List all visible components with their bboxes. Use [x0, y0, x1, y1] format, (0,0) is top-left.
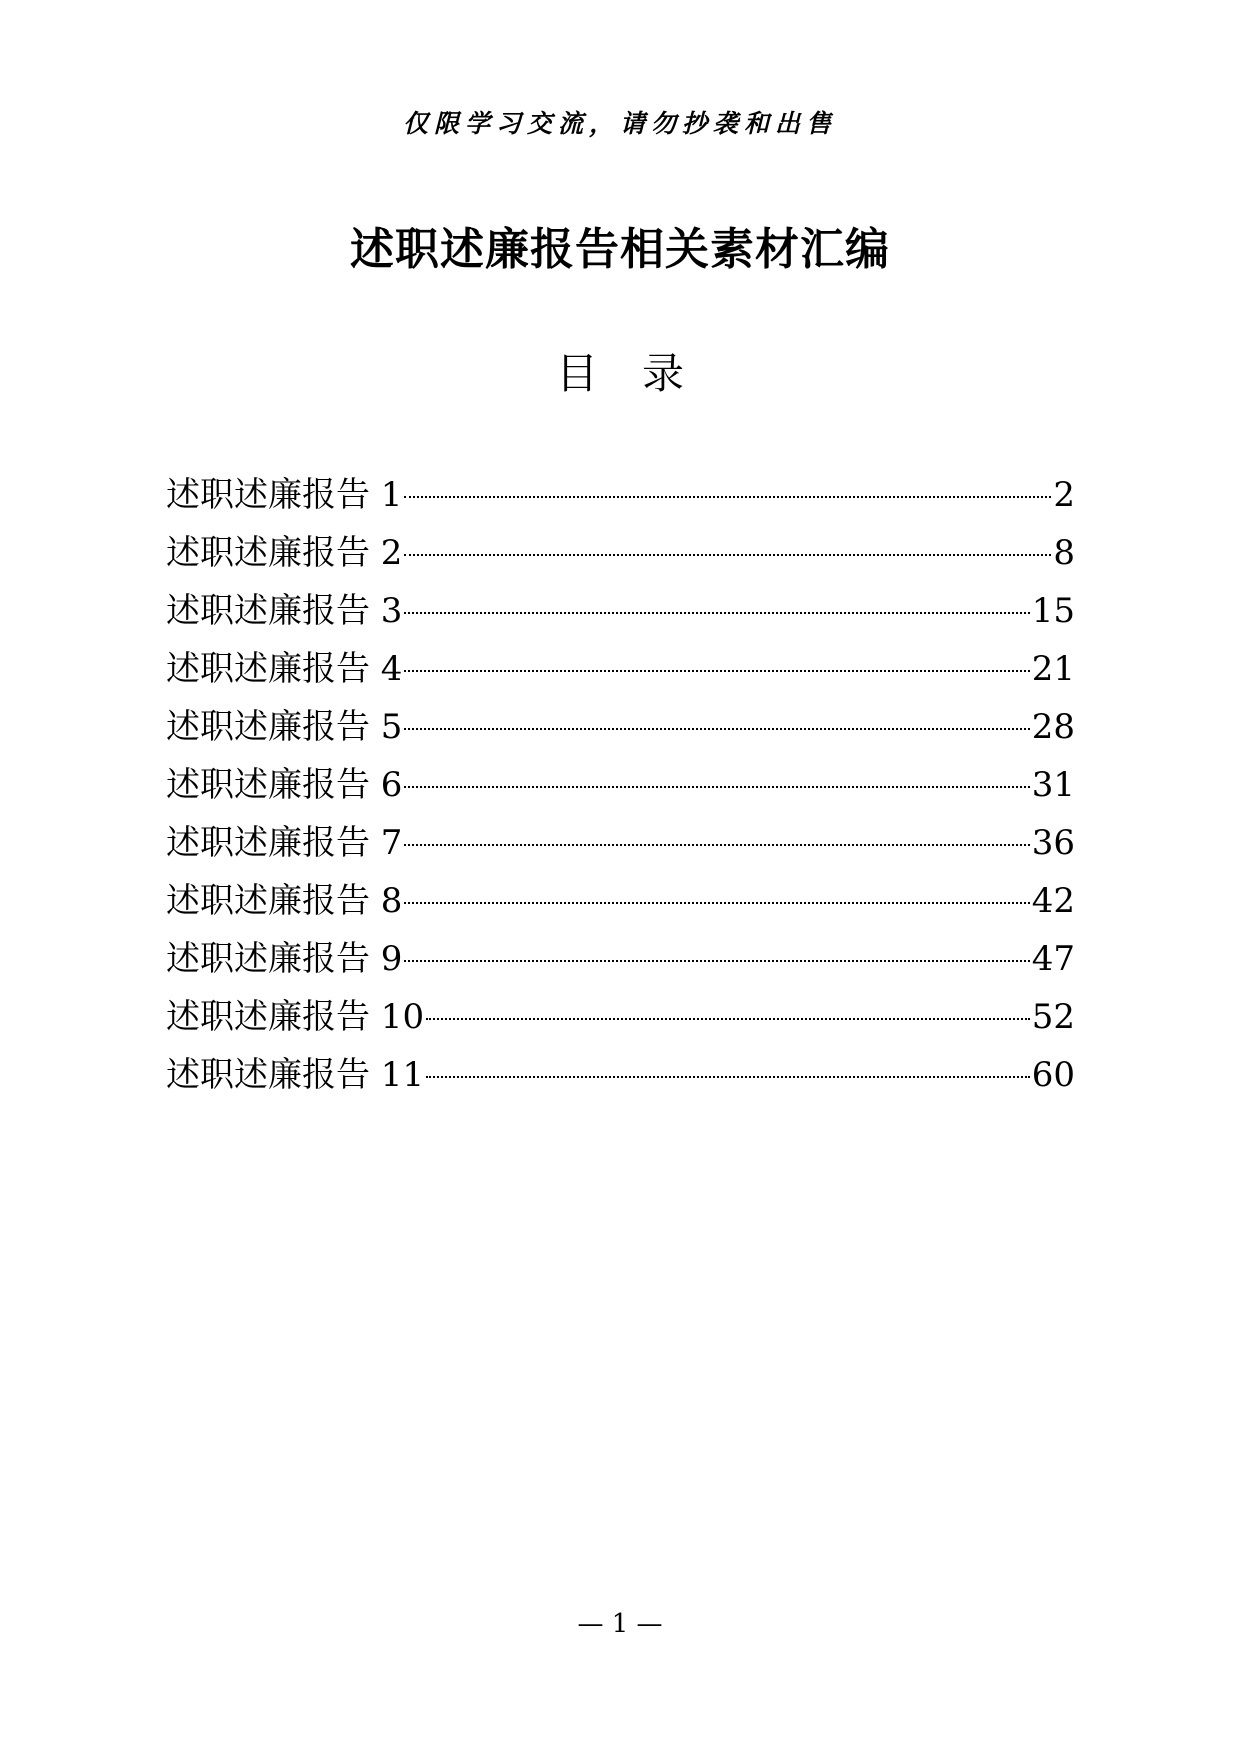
toc-dot-leader: [404, 786, 1029, 788]
toc-dot-leader: [404, 728, 1029, 730]
toc-entry[interactable]: [166, 756, 1075, 814]
toc-entry-title: 述职述廉报告 9: [166, 939, 403, 979]
toc-entry[interactable]: [166, 698, 1075, 756]
toc-entry[interactable]: [166, 640, 1075, 698]
toc-dot-leader: [426, 1018, 1030, 1020]
toc-dot-leader: [404, 844, 1029, 846]
toc-dot-leader: [404, 902, 1029, 904]
toc-entry-title: 述职述廉报告 10: [166, 997, 425, 1037]
toc-entry-page: 15: [1031, 591, 1075, 631]
toc-entry-page: 52: [1031, 997, 1075, 1037]
toc-entry-page: 21: [1031, 649, 1075, 689]
toc-entry[interactable]: [166, 814, 1075, 872]
toc-entry-title: 述职述廉报告 4: [166, 649, 403, 689]
toc-dot-leader: [404, 554, 1051, 556]
document-title: 述职述廉报告相关素材汇编: [350, 224, 890, 275]
toc-entry-page: 31: [1031, 765, 1075, 805]
toc-dot-leader: [404, 612, 1029, 614]
toc-dot-leader: [404, 960, 1029, 962]
toc-entry-title: 述职述廉报告 7: [166, 823, 403, 863]
toc-entry-title: 述职述廉报告 6: [166, 765, 403, 805]
toc-heading: 目录: [555, 349, 728, 398]
toc-entry-page: 47: [1031, 939, 1075, 979]
toc-entry-page: 8: [1053, 533, 1075, 573]
toc-entry-title: 述职述廉报告 1: [166, 475, 403, 515]
toc-entry[interactable]: [166, 466, 1075, 524]
toc-entry[interactable]: [166, 582, 1075, 640]
toc-entry-title: 述职述廉报告 2: [166, 533, 403, 573]
table-of-contents: [166, 466, 1075, 1104]
toc-entry[interactable]: [166, 930, 1075, 988]
toc-entry-title: 述职述廉报告 5: [166, 707, 403, 747]
toc-entry-title: 述职述廉报告 8: [166, 881, 403, 921]
toc-entry-page: 36: [1031, 823, 1075, 863]
toc-entry-page: 60: [1031, 1055, 1075, 1095]
toc-dot-leader: [404, 670, 1029, 672]
toc-entry-page: 42: [1031, 881, 1075, 921]
toc-entry-title: 述职述廉报告 11: [166, 1055, 425, 1095]
page-number: — 1 —: [577, 1609, 663, 1639]
toc-dot-leader: [426, 1076, 1030, 1078]
toc-entry[interactable]: [166, 1046, 1075, 1104]
toc-entry[interactable]: [166, 872, 1075, 930]
toc-entry-page: 28: [1031, 707, 1075, 747]
toc-entry[interactable]: [166, 988, 1075, 1046]
header-notice: 仅限学习交流，请勿抄袭和出售: [402, 109, 837, 138]
toc-entry-title: 述职述廉报告 3: [166, 591, 403, 631]
toc-entry-page: 2: [1053, 475, 1075, 515]
toc-entry[interactable]: [166, 524, 1075, 582]
toc-dot-leader: [404, 496, 1051, 498]
